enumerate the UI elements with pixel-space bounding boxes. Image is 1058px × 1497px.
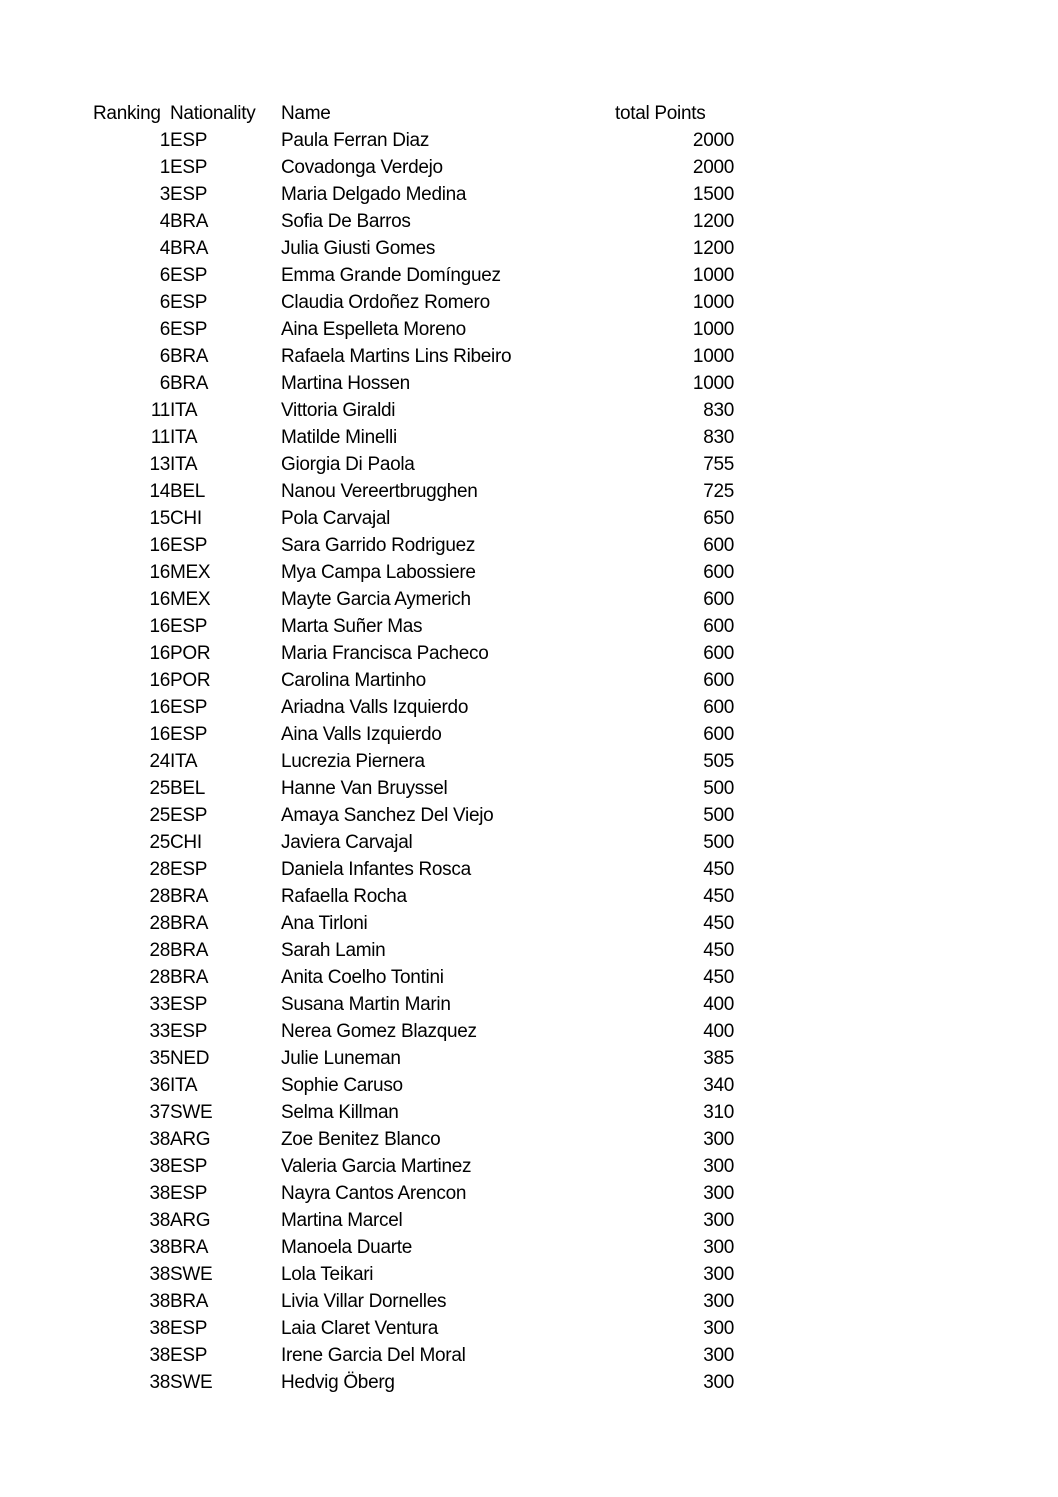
table-row xyxy=(93,1315,734,1342)
table-row xyxy=(93,208,734,235)
ranking-cell: 38 xyxy=(149,1209,170,1231)
table-row xyxy=(93,370,734,397)
points-cell: 300 xyxy=(703,1182,734,1204)
name-cell: Martina Hossen xyxy=(281,372,410,394)
table-row xyxy=(93,667,734,694)
name-cell: Sarah Lamin xyxy=(281,939,386,961)
ranking-cell: 13 xyxy=(149,453,170,475)
nationality-cell: ITA xyxy=(170,1074,198,1096)
points-cell: 600 xyxy=(703,561,734,583)
nationality-cell: ESP xyxy=(170,534,208,556)
ranking-cell: 25 xyxy=(149,831,170,853)
nationality-cell: BRA xyxy=(170,1290,209,1312)
ranking-cell: 6 xyxy=(159,372,170,394)
points-cell: 400 xyxy=(703,1020,734,1042)
points-cell: 300 xyxy=(703,1344,734,1366)
points-cell: 300 xyxy=(703,1209,734,1231)
ranking-cell: 28 xyxy=(149,912,170,934)
ranking-cell: 35 xyxy=(149,1047,170,1069)
ranking-cell: 11 xyxy=(150,399,170,421)
points-cell: 310 xyxy=(703,1101,734,1123)
table-row xyxy=(93,1369,734,1396)
name-cell: Sophie Caruso xyxy=(281,1074,403,1096)
ranking-cell: 11 xyxy=(150,426,170,448)
ranking-cell: 16 xyxy=(149,642,170,664)
points-cell: 400 xyxy=(703,993,734,1015)
table-row xyxy=(93,991,734,1018)
ranking-cell: 38 xyxy=(149,1155,170,1177)
name-cell: Nayra Cantos Arencon xyxy=(281,1182,467,1204)
table-row xyxy=(93,856,734,883)
table-row xyxy=(93,532,734,559)
column-header-ranking: Ranking xyxy=(93,102,161,124)
nationality-cell: ESP xyxy=(170,183,208,205)
table-row xyxy=(93,397,734,424)
table-row xyxy=(93,1342,734,1369)
nationality-cell: BRA xyxy=(170,210,209,232)
ranking-cell: 38 xyxy=(149,1128,170,1150)
table-row xyxy=(93,613,734,640)
nationality-cell: ITA xyxy=(170,399,198,421)
points-cell: 1000 xyxy=(692,372,734,394)
name-cell: Paula Ferran Diaz xyxy=(281,129,430,151)
name-cell: Valeria Garcia Martinez xyxy=(281,1155,472,1177)
table-row xyxy=(93,181,734,208)
name-cell: Mya Campa Labossiere xyxy=(281,561,476,583)
nationality-cell: ESP xyxy=(170,264,208,286)
table-row xyxy=(93,721,734,748)
nationality-cell: BEL xyxy=(170,777,206,799)
table-row xyxy=(93,478,734,505)
name-cell: Giorgia Di Paola xyxy=(281,453,415,475)
points-cell: 1000 xyxy=(692,291,734,313)
table-row xyxy=(93,1153,734,1180)
table-row xyxy=(93,1072,734,1099)
name-cell: Carolina Martinho xyxy=(281,669,426,691)
nationality-cell: SWE xyxy=(170,1263,213,1285)
nationality-cell: BRA xyxy=(170,345,209,367)
ranking-table xyxy=(93,100,734,1396)
points-cell: 1200 xyxy=(692,237,734,259)
nationality-cell: ARG xyxy=(170,1128,211,1150)
ranking-cell: 16 xyxy=(149,723,170,745)
ranking-cell: 16 xyxy=(149,588,170,610)
points-cell: 2000 xyxy=(692,156,734,178)
table-row xyxy=(93,937,734,964)
table-row xyxy=(93,1180,734,1207)
nationality-cell: ARG xyxy=(170,1209,211,1231)
name-cell: Susana Martin Marin xyxy=(281,993,451,1015)
name-cell: Mayte Garcia Aymerich xyxy=(281,588,471,610)
nationality-cell: CHI xyxy=(170,507,202,529)
nationality-cell: ESP xyxy=(170,1182,208,1204)
table-row xyxy=(93,262,734,289)
nationality-cell: ESP xyxy=(170,318,208,340)
table-row xyxy=(93,424,734,451)
points-cell: 600 xyxy=(703,534,734,556)
points-cell: 1000 xyxy=(692,264,734,286)
table-row xyxy=(93,505,734,532)
name-cell: Maria Francisca Pacheco xyxy=(281,642,489,664)
ranking-cell: 4 xyxy=(159,210,170,232)
table-row xyxy=(93,451,734,478)
table-row xyxy=(93,127,734,154)
ranking-cell: 1 xyxy=(159,129,170,151)
name-cell: Zoe Benitez Blanco xyxy=(281,1128,441,1150)
points-cell: 340 xyxy=(703,1074,734,1096)
points-cell: 450 xyxy=(703,885,734,907)
points-cell: 300 xyxy=(703,1155,734,1177)
ranking-cell: 38 xyxy=(149,1344,170,1366)
points-cell: 300 xyxy=(703,1263,734,1285)
nationality-cell: ESP xyxy=(170,804,208,826)
nationality-cell: BRA xyxy=(170,1236,209,1258)
table-row xyxy=(93,586,734,613)
points-cell: 600 xyxy=(703,615,734,637)
nationality-cell: ESP xyxy=(170,291,208,313)
name-cell: Marta Suñer Mas xyxy=(281,615,423,637)
ranking-cell: 4 xyxy=(159,237,170,259)
ranking-cell: 28 xyxy=(149,939,170,961)
ranking-cell: 3 xyxy=(159,183,170,205)
points-cell: 600 xyxy=(703,723,734,745)
name-cell: Livia Villar Dornelles xyxy=(281,1290,447,1312)
points-cell: 500 xyxy=(703,777,734,799)
points-cell: 600 xyxy=(703,696,734,718)
nationality-cell: ESP xyxy=(170,615,208,637)
table-row xyxy=(93,1099,734,1126)
name-cell: Selma Killman xyxy=(281,1101,399,1123)
nationality-cell: ESP xyxy=(170,129,208,151)
name-cell: Julie Luneman xyxy=(281,1047,401,1069)
table-row xyxy=(93,1234,734,1261)
name-cell: Pola Carvajal xyxy=(281,507,391,529)
name-cell: Martina Marcel xyxy=(281,1209,403,1231)
table-row xyxy=(93,1045,734,1072)
points-cell: 1200 xyxy=(692,210,734,232)
ranking-cell: 1 xyxy=(159,156,170,178)
table-row xyxy=(93,802,734,829)
nationality-cell: POR xyxy=(170,669,211,691)
ranking-cell: 25 xyxy=(149,777,170,799)
nationality-cell: ESP xyxy=(170,1020,208,1042)
name-cell: Sara Garrido Rodriguez xyxy=(281,534,476,556)
nationality-cell: ESP xyxy=(170,696,208,718)
ranking-cell: 28 xyxy=(149,885,170,907)
table-row xyxy=(93,235,734,262)
points-cell: 500 xyxy=(703,831,734,853)
table-row xyxy=(93,343,734,370)
ranking-cell: 14 xyxy=(149,480,170,502)
nationality-cell: MEX xyxy=(170,561,211,583)
nationality-cell: ITA xyxy=(170,750,198,772)
name-cell: Rafaela Martins Lins Ribeiro xyxy=(281,345,512,367)
points-cell: 300 xyxy=(703,1290,734,1312)
ranking-cell: 15 xyxy=(149,507,170,529)
name-cell: Emma Grande Domínguez xyxy=(281,264,501,286)
ranking-cell: 6 xyxy=(159,318,170,340)
nationality-cell: ESP xyxy=(170,858,208,880)
ranking-cell: 16 xyxy=(149,561,170,583)
ranking-cell: 38 xyxy=(149,1182,170,1204)
nationality-cell: BRA xyxy=(170,939,209,961)
table-row xyxy=(93,289,734,316)
table-row xyxy=(93,829,734,856)
name-cell: Maria Delgado Medina xyxy=(281,183,467,205)
points-cell: 505 xyxy=(703,750,734,772)
table-row xyxy=(93,640,734,667)
ranking-cell: 6 xyxy=(159,264,170,286)
ranking-cell: 38 xyxy=(149,1317,170,1339)
table-row xyxy=(93,559,734,586)
ranking-cell: 16 xyxy=(149,534,170,556)
points-cell: 725 xyxy=(703,480,734,502)
points-cell: 1000 xyxy=(692,318,734,340)
name-cell: Javiera Carvajal xyxy=(281,831,413,853)
points-cell: 300 xyxy=(703,1128,734,1150)
nationality-cell: ESP xyxy=(170,1344,208,1366)
table-body xyxy=(93,127,734,1396)
column-header-name: Name xyxy=(281,102,331,124)
nationality-cell: BRA xyxy=(170,885,209,907)
name-cell: Hanne Van Bruyssel xyxy=(281,777,448,799)
table-row xyxy=(93,316,734,343)
nationality-cell: ITA xyxy=(170,453,198,475)
points-cell: 830 xyxy=(703,426,734,448)
nationality-cell: ITA xyxy=(170,426,198,448)
ranking-cell: 37 xyxy=(149,1101,170,1123)
nationality-cell: CHI xyxy=(170,831,202,853)
points-cell: 830 xyxy=(703,399,734,421)
table-row xyxy=(93,1126,734,1153)
points-cell: 385 xyxy=(703,1047,734,1069)
nationality-cell: ESP xyxy=(170,993,208,1015)
table-row xyxy=(93,154,734,181)
points-cell: 2000 xyxy=(692,129,734,151)
ranking-cell: 38 xyxy=(149,1290,170,1312)
name-cell: Anita Coelho Tontini xyxy=(281,966,444,988)
points-cell: 1500 xyxy=(692,183,734,205)
name-cell: Covadonga Verdejo xyxy=(281,156,443,178)
ranking-cell: 24 xyxy=(149,750,170,772)
name-cell: Nerea Gomez Blazquez xyxy=(281,1020,477,1042)
points-cell: 600 xyxy=(703,669,734,691)
nationality-cell: ESP xyxy=(170,156,208,178)
points-cell: 1000 xyxy=(692,345,734,367)
nationality-cell: BRA xyxy=(170,966,209,988)
table-row xyxy=(93,1288,734,1315)
points-cell: 450 xyxy=(703,912,734,934)
name-cell: Sofia De Barros xyxy=(281,210,411,232)
nationality-cell: MEX xyxy=(170,588,211,610)
nationality-cell: ESP xyxy=(170,1155,208,1177)
name-cell: Hedvig Öberg xyxy=(281,1371,395,1393)
ranking-cell: 16 xyxy=(149,696,170,718)
column-header-nationality: Nationality xyxy=(170,102,256,124)
name-cell: Ariadna Valls Izquierdo xyxy=(281,696,469,718)
ranking-cell: 33 xyxy=(149,993,170,1015)
ranking-cell: 6 xyxy=(159,291,170,313)
name-cell: Ana Tirloni xyxy=(281,912,368,934)
ranking-cell: 38 xyxy=(149,1371,170,1393)
table-row xyxy=(93,910,734,937)
name-cell: Laia Claret Ventura xyxy=(281,1317,438,1339)
ranking-cell: 16 xyxy=(149,615,170,637)
ranking-cell: 38 xyxy=(149,1263,170,1285)
table-row xyxy=(93,748,734,775)
name-cell: Matilde Minelli xyxy=(281,426,397,448)
nationality-cell: ESP xyxy=(170,723,208,745)
points-cell: 600 xyxy=(703,588,734,610)
table-header-row xyxy=(93,100,734,127)
column-header-total-points: total Points xyxy=(615,102,706,124)
table-row xyxy=(93,775,734,802)
points-cell: 450 xyxy=(703,858,734,880)
nationality-cell: NED xyxy=(170,1047,210,1069)
table-row xyxy=(93,694,734,721)
ranking-cell: 6 xyxy=(159,345,170,367)
name-cell: Julia Giusti Gomes xyxy=(281,237,436,259)
table-row xyxy=(93,964,734,991)
name-cell: Aina Valls Izquierdo xyxy=(281,723,442,745)
name-cell: Amaya Sanchez Del Viejo xyxy=(281,804,494,826)
nationality-cell: ESP xyxy=(170,1317,208,1339)
points-cell: 450 xyxy=(703,966,734,988)
name-cell: Aina Espelleta Moreno xyxy=(281,318,466,340)
ranking-cell: 28 xyxy=(149,966,170,988)
nationality-cell: BRA xyxy=(170,372,209,394)
points-cell: 755 xyxy=(703,453,734,475)
name-cell: Claudia Ordoñez Romero xyxy=(281,291,490,313)
name-cell: Nanou Vereertbrugghen xyxy=(281,480,478,502)
points-cell: 300 xyxy=(703,1371,734,1393)
nationality-cell: SWE xyxy=(170,1101,213,1123)
table-row xyxy=(93,1207,734,1234)
points-cell: 450 xyxy=(703,939,734,961)
nationality-cell: SWE xyxy=(170,1371,213,1393)
name-cell: Vittoria Giraldi xyxy=(281,399,396,421)
ranking-cell: 33 xyxy=(149,1020,170,1042)
nationality-cell: BRA xyxy=(170,237,209,259)
name-cell: Irene Garcia Del Moral xyxy=(281,1344,466,1366)
points-cell: 300 xyxy=(703,1236,734,1258)
ranking-cell: 36 xyxy=(149,1074,170,1096)
nationality-cell: BEL xyxy=(170,480,206,502)
table-row xyxy=(93,1018,734,1045)
name-cell: Lola Teikari xyxy=(281,1263,374,1285)
name-cell: Daniela Infantes Rosca xyxy=(281,858,471,880)
points-cell: 500 xyxy=(703,804,734,826)
name-cell: Lucrezia Piernera xyxy=(281,750,425,772)
points-cell: 600 xyxy=(703,642,734,664)
ranking-cell: 38 xyxy=(149,1236,170,1258)
nationality-cell: POR xyxy=(170,642,211,664)
nationality-cell: BRA xyxy=(170,912,209,934)
ranking-cell: 28 xyxy=(149,858,170,880)
ranking-cell: 25 xyxy=(149,804,170,826)
name-cell: Rafaella Rocha xyxy=(281,885,407,907)
points-cell: 650 xyxy=(703,507,734,529)
name-cell: Manoela Duarte xyxy=(281,1236,412,1258)
table-row xyxy=(93,883,734,910)
ranking-cell: 16 xyxy=(149,669,170,691)
points-cell: 300 xyxy=(703,1317,734,1339)
table-row xyxy=(93,1261,734,1288)
